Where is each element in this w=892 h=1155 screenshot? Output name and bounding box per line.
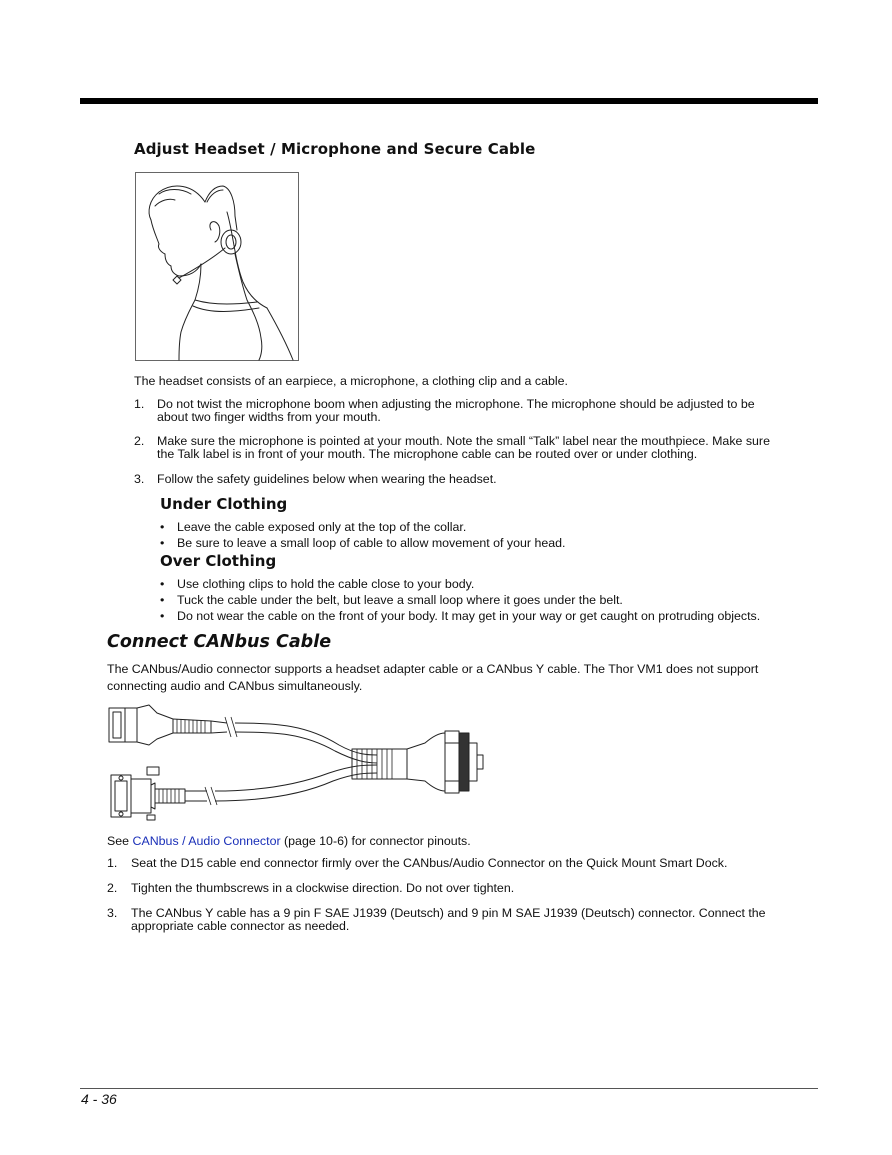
over-clothing-bullet: Do not wear the cable on the front of your body. It may get in your way or get caught on protruding objects. (177, 609, 761, 623)
see-reference (107, 834, 471, 848)
canbus-paragraph: The CANbus/Audio connector supports a headset adapter cable or a CANbus Y cable. The Thor VM1 does not support (107, 662, 759, 676)
section-title: Adjust Headset / Microphone and Secure Cable (134, 140, 536, 158)
step-number: 2. (107, 881, 118, 895)
see-suffix: (page 10-6) for connector pinouts. (280, 834, 471, 848)
canbus-step-text: The CANbus Y cable has a 9 pin F SAE J1939 (Deutsch) and 9 pin M SAE J1939 (Deutsch) connector. Connect the (131, 906, 766, 920)
canbus-heading: Connect CANbus Cable (107, 632, 332, 652)
canbus-paragraph-continued: connecting audio and CANbus simultaneously. (107, 679, 363, 693)
over-clothing-bullet: Tuck the cable under the belt, but leave a small loop where it goes under the belt. (177, 593, 623, 607)
under-clothing-bullet: Leave the cable exposed only at the top of the collar. (177, 520, 467, 534)
canbus-step-text: Tighten the thumbscrews in a clockwise direction. Do not over tighten. (131, 881, 515, 895)
step-text: Make sure the microphone is pointed at your mouth. Note the small “Talk” label near the mouthpiece. Make sure (157, 434, 770, 448)
bullet-glyph: • (160, 577, 165, 591)
bullet-glyph: • (160, 593, 165, 607)
step-number: 3. (134, 472, 145, 486)
over-clothing-bullet: Use clothing clips to hold the cable close to your body. (177, 577, 475, 591)
canbus-y-cable-illustration (107, 703, 492, 823)
canbus-step-text-continued: appropriate cable connector as needed. (131, 919, 350, 933)
step-text-continued: the Talk label is in front of your mouth. The microphone cable can be routed over or under clothing. (157, 447, 698, 461)
see-prefix: See (107, 834, 133, 848)
step-number: 1. (134, 397, 145, 411)
top-rule (80, 98, 818, 104)
canbus-audio-connector-link[interactable]: CANbus / Audio Connector (132, 834, 281, 848)
step-text: Do not twist the microphone boom when adjusting the microphone. The microphone should be adjusted to be (157, 397, 755, 411)
intro-text: The headset consists of an earpiece, a microphone, a clothing clip and a cable. (134, 374, 568, 388)
over-clothing-heading: Over Clothing (160, 552, 277, 570)
step-number: 2. (134, 434, 145, 448)
canbus-step-text: Seat the D15 cable end connector firmly over the CANbus/Audio Connector on the Quick Mount Smart Dock. (131, 856, 728, 870)
footer-rule (80, 1088, 818, 1089)
bullet-glyph: • (160, 536, 165, 550)
page-number: 4 - 36 (81, 1091, 117, 1107)
headset-illustration (135, 172, 299, 361)
bullet-glyph: • (160, 520, 165, 534)
step-number: 1. (107, 856, 118, 870)
bullet-glyph: • (160, 609, 165, 623)
step-text-continued: about two finger widths from your mouth. (157, 410, 381, 424)
under-clothing-heading: Under Clothing (160, 495, 288, 513)
step-number: 3. (107, 906, 118, 920)
under-clothing-bullet: Be sure to leave a small loop of cable to allow movement of your head. (177, 536, 566, 550)
step-text: Follow the safety guidelines below when wearing the headset. (157, 472, 497, 486)
